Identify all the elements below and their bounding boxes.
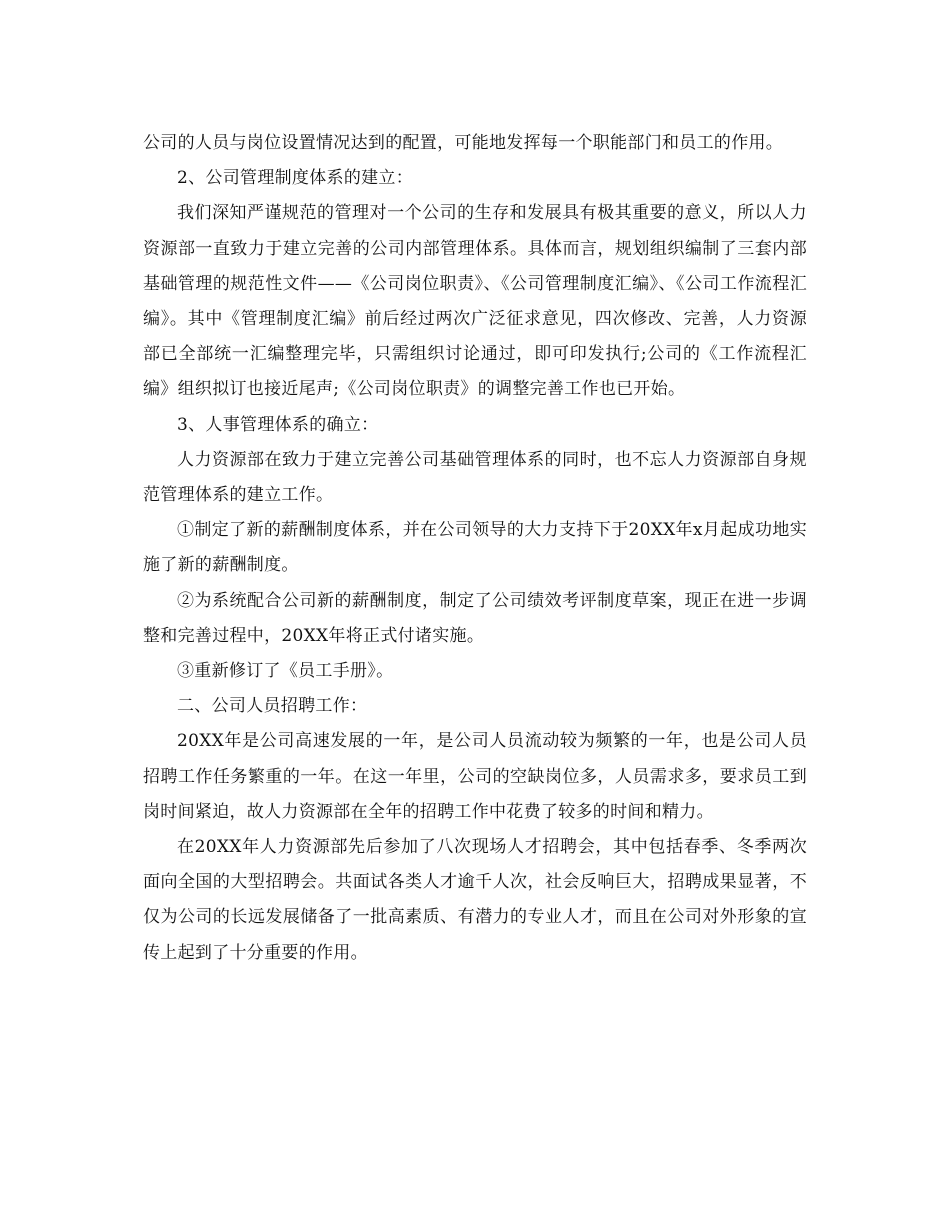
paragraph-1: 公司的人员与岗位设置情况达到的配置，可能地发挥每一个职能部门和员工的作用。	[143, 133, 784, 153]
heading-management-system: 2、公司管理制度体系的建立：	[177, 168, 414, 189]
document-body	[143, 126, 807, 971]
paragraph-personnel-system: 人力资源部在致力于建立完善公司基础管理体系的同时，也不忘人力资源部自身规范管理体系的建立工作。	[143, 449, 807, 506]
list-item-employee-handbook: ③重新修订了《员工手册》。	[177, 661, 394, 682]
list-item-performance-system: ②为系统配合公司新的薪酬制度，制定了公司绩效考评制度草案，现正在进一步调整和完善过程中，20XX年将正式付诸实施。	[143, 590, 807, 646]
list-item-salary-system: ①制定了新的薪酬制度体系，并在公司领导的大力支持下于20XX年x月起成功地实施了新的薪酬制度。	[143, 520, 807, 576]
heading-recruitment: 二、公司人员招聘工作：	[177, 696, 368, 717]
heading-personnel-system: 3、人事管理体系的确立：	[177, 414, 379, 435]
paragraph-recruitment-fairs: 在20XX年人力资源部先后参加了八次现场人才招聘会，其中包括春季、冬季两次面向全国的大型招聘会。共面试各类人才逾千人次，社会反响巨大，招聘成果显著，不仅为公司的长远发展储备了一批高素质、有潜力的专业人才，而且在公司对外形象的宣传上起到了十分重要的作用。	[143, 837, 807, 963]
paragraph-recruitment-overview: 20XX年是公司高速发展的一年，是公司人员流动较为频繁的一年，也是公司人员招聘工作任务繁重的一年。在这一年里，公司的空缺岗位多，人员需求多，要求员工到岗时间紧迫，故人力资源部在全年的招聘工作中花费了较多的时间和精力。	[143, 731, 807, 822]
paragraph-management-system: 我们深知严谨规范的管理对一个公司的生存和发展具有极其重要的意义，所以人力资源部一直致力于建立完善的公司内部管理体系。具体而言，规划组织编制了三套内部基础管理的规范性文件——《公司岗位职责》、《公司管理制度汇编》、《公司工作流程汇编》。其中《管理制度汇编》前后经过两次广泛征求意见，四次修改、完善，人力资源部已全部统一汇编整理完毕，只需组织讨论通过，即可印发执行;公司的《工作流程汇编》组织拟订也接近尾声;《公司岗位职责》的调整完善工作也已开始。	[143, 203, 807, 400]
